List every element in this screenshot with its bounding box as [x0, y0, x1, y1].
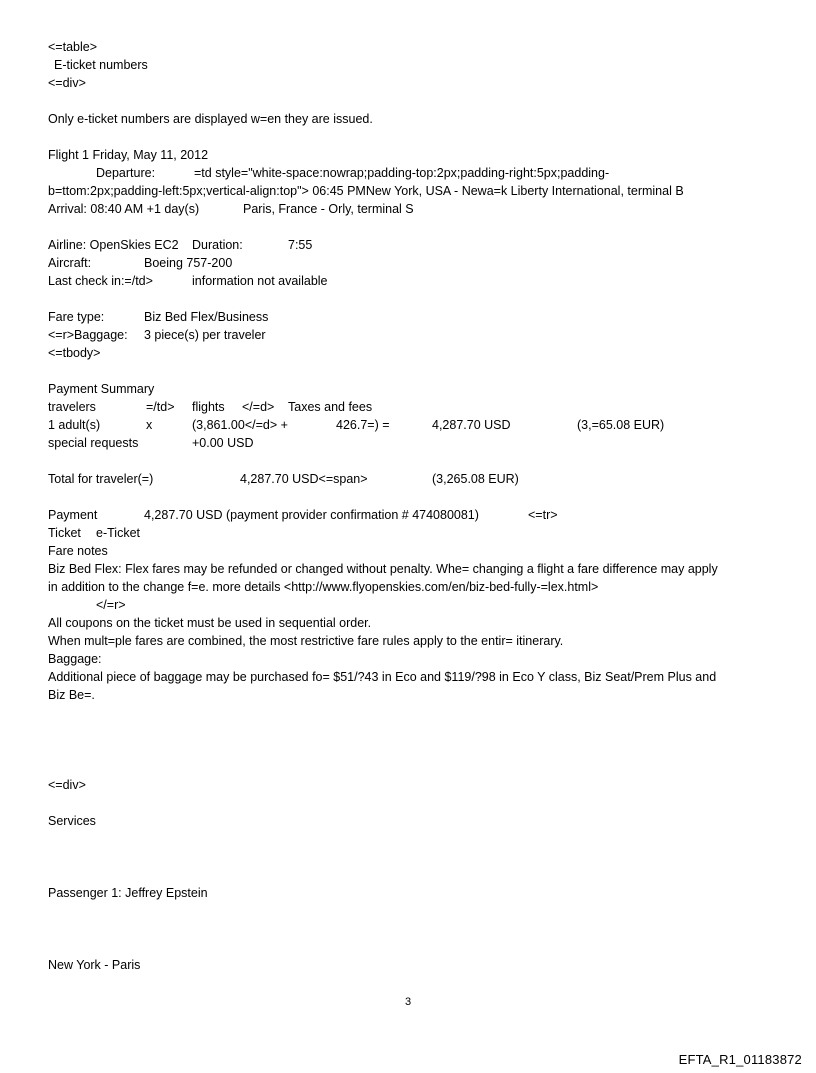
multiply-sign: x — [146, 418, 153, 432]
e-ticket-numbers-heading: E-ticket numbers — [54, 58, 148, 72]
tr-tag: <=tr> — [528, 508, 558, 522]
duration-value: 7:55 — [288, 238, 313, 252]
check-in-label: Last check in:=/td> — [48, 274, 153, 288]
div-tag-line: <=div> — [48, 76, 86, 90]
payment-value: 4,287.70 USD (payment provider confirmation # 474080081) — [144, 508, 479, 522]
tax-amount: 426.7=) = — [336, 418, 390, 432]
departure-label: Departure: — [96, 166, 156, 180]
baggage-note-2: Biz Be=. — [48, 688, 95, 702]
traveler-total-usd: 4,287.70 USD<=span> — [240, 472, 368, 486]
ticket-label: Ticket — [48, 526, 81, 540]
usd-total: 4,287.70 USD — [432, 418, 511, 432]
traveler-total-label: Total for traveler(=) — [48, 472, 154, 486]
traveler-total-eur: (3,265.08 EUR) — [432, 472, 519, 486]
arrival-location: Paris, France - Orly, terminal S — [243, 202, 414, 216]
eur-total: (3,=65.08 EUR) — [577, 418, 665, 432]
aircraft-value: Boeing 757-200 — [144, 256, 233, 270]
fare-amount: (3,861.00</=d> + — [192, 418, 288, 432]
td-tag: =/td> — [146, 400, 175, 414]
route-line: New York - Paris — [48, 958, 141, 972]
adult-count: 1 adult(s) — [48, 418, 101, 432]
passenger-line: Passenger 1: Jeffrey Epstein — [48, 886, 208, 900]
payment-label: Payment — [48, 508, 98, 522]
fare-type-value: Biz Bed Flex/Business — [144, 310, 269, 324]
baggage-note-1: Additional piece of baggage may be purchased fo= $51/?43 in Eco and $119/?98 in Eco Y class, Biz Seat/Prem Plus and — [48, 670, 717, 684]
ticket-value: e-Ticket — [96, 526, 140, 540]
duration-label: Duration: — [192, 238, 243, 252]
tbody-tag-line: <=tbody> — [48, 346, 101, 360]
services-heading: Services — [48, 814, 96, 828]
table-tag-line: <=table> — [48, 40, 98, 54]
departure-details: b=ttom:2px;padding-left:5px;vertical-align:top"> 06:45 PMNew York, USA - Newa=k Liberty International, terminal B — [48, 184, 684, 198]
special-requests-value: +0.00 USD — [192, 436, 254, 450]
r-tag-line: </=r> — [96, 598, 126, 612]
check-in-value: information not available — [192, 274, 328, 288]
departure-markup: =td style="white-space:nowrap;padding-top:2px;padding-right:5px;padding- — [194, 166, 610, 180]
payment-summary-heading: Payment Summary — [48, 382, 155, 396]
taxes-col: Taxes and fees — [288, 400, 373, 414]
d-tag: </=d> — [242, 400, 275, 414]
travelers-col: travelers — [48, 400, 96, 414]
page-number: 3 — [404, 996, 412, 1008]
fare-note-2: in addition to the change f=e. more details <http://www.flyopenskies.com/en/biz-bed-fully-=lex.html> — [48, 580, 599, 594]
arrival-time: Arrival: 08:40 AM +1 day(s) — [48, 202, 200, 216]
baggage-heading: Baggage: — [48, 652, 102, 666]
airline-value: Airline: OpenSkies EC2 — [48, 238, 179, 252]
flight-header: Flight 1 Friday, May 11, 2012 — [48, 148, 209, 162]
fare-note-1: Biz Bed Flex: Flex fares may be refunded or changed without penalty. Whe= changing a flight a fare difference may apply — [48, 562, 718, 576]
baggage-value: 3 piece(s) per traveler — [144, 328, 266, 342]
flights-col: flights — [192, 400, 225, 414]
aircraft-label: Aircraft: — [48, 256, 92, 270]
eticket-notice: Only e-ticket numbers are displayed w=en they are issued. — [48, 112, 373, 126]
document-id: EFTA_R1_01183872 — [678, 1052, 802, 1067]
baggage-label: <=r>Baggage: — [48, 328, 128, 342]
coupon-note: All coupons on the ticket must be used in sequential order. — [48, 616, 372, 630]
div-tag-line-2: <=div> — [48, 778, 86, 792]
combined-fares-note: When mult=ple fares are combined, the most restrictive fare rules apply to the entir= itinerary. — [48, 634, 564, 648]
special-requests-label: special requests — [48, 436, 139, 450]
fare-notes-heading: Fare notes — [48, 544, 108, 558]
fare-type-label: Fare type: — [48, 310, 105, 324]
